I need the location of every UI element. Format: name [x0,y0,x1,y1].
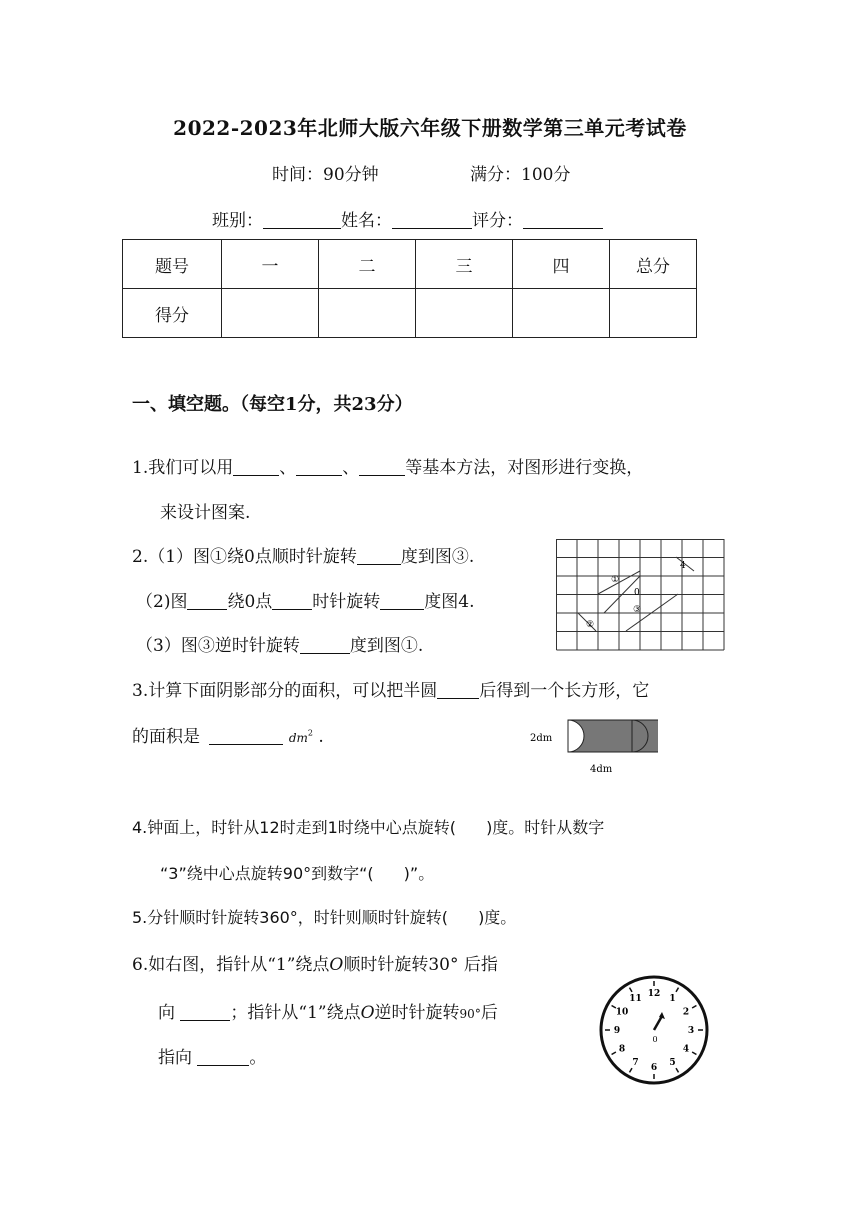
answer-blank[interactable] [437,680,479,699]
q6-text: 向 [158,1003,175,1023]
figure-label-3: ③ [633,605,642,615]
score-table-header-row [123,240,697,289]
unit-dm: dm [288,731,308,745]
question-2-line-3 [136,631,423,656]
q2-text: 度到图③. [400,547,475,567]
score-label: 评分： [472,211,523,231]
answer-blank[interactable] [296,457,342,476]
score-cell[interactable] [222,289,319,338]
q6-text: 逆时针旋转 [374,1003,460,1023]
question-1-line-1 [132,453,643,478]
info-line [212,206,603,231]
score-cell[interactable] [513,289,610,338]
q6-text: 顺时针旋转30° 后指 [343,955,498,975]
answer-blank[interactable] [300,635,350,654]
answer-blank[interactable] [272,591,312,610]
clock-hand [654,1016,662,1030]
answer-blank[interactable] [180,1002,230,1021]
question-4-line-2 [160,861,434,884]
figure-label-2: ② [586,620,595,630]
answer-blank[interactable] [380,591,424,610]
q1-text: 等基本方法，对图形进行变换， [405,458,644,478]
q2-text: （3）图③逆时针旋转 [136,636,300,656]
unit-exponent: 2 [307,728,313,738]
q6-text: 后 [480,1003,498,1023]
q2-text: （2)图 [136,592,188,612]
score-blank[interactable] [523,210,603,229]
answer-blank[interactable] [209,726,283,745]
point-o: O [360,1003,375,1023]
clock-number: 7 [632,1058,639,1069]
clock-number: 2 [682,1007,690,1018]
clock-number: 9 [613,1026,621,1036]
q6-text: 6.如右图，指针从“1”绕点 [132,955,330,975]
section-heading: 一、填空题。（每空1分，共23分） [132,394,413,415]
clock-number: 3 [687,1026,695,1036]
score-cell[interactable] [610,289,697,338]
question-2-line-1 [132,542,474,567]
answer-blank[interactable] [187,591,227,610]
degree-value: 90° [459,1007,481,1021]
score-table-header: 一 [222,240,319,289]
point-o: O [329,955,344,975]
q6-text: ；指针从“1”绕点 [230,1003,361,1023]
clock-number: 1 [669,993,676,1004]
clock-tick [676,988,679,992]
page-title: 2022-2023年北师大版六年级下册数学第三单元考试卷 [173,116,687,140]
rotation-grid-figure [556,539,725,651]
q2-text: 度到图①. [349,636,424,656]
q3-text: 3.计算下面阴影部分的面积，可以把半圆 [132,681,438,701]
figure-label-1: ① [611,575,620,585]
clock-tick [692,1006,696,1009]
q2-text: 绕0点 [227,592,273,612]
class-blank[interactable] [263,210,341,229]
q1-sep: 、 [279,458,297,478]
q3-text: 后得到一个长方形，它 [479,681,650,701]
q4-text: )”。 [403,864,435,883]
score-row-label: 得分 [123,289,222,338]
time-label: 时间：90分钟 [272,165,379,185]
name-blank[interactable] [392,210,472,229]
q2-text: 度图4. [424,592,475,612]
question-3-line-1 [132,676,649,701]
clock-number: 8 [618,1044,626,1055]
full-score-label: 满分：100分 [470,165,571,185]
q4-text: )度。时针从数字 [486,818,605,837]
clock-number: 6 [650,1063,658,1073]
clock-number: 11 [629,993,642,1004]
clock-tick [692,1052,696,1055]
q1-sep: 、 [342,458,360,478]
center-o-label: 0 [634,588,640,598]
clock-tick [630,988,633,992]
class-label: 班别： [212,211,263,231]
clock-tick [612,1052,616,1055]
q5-text: 5.分针顺时针旋转360°，时针则顺时针旋转( [132,908,449,927]
score-table-row [123,289,697,338]
clock-number: 12 [647,989,661,999]
score-table [122,239,697,338]
figure-label-4: 4 [680,561,686,571]
q1-text: 1.我们可以用 [132,458,234,478]
question-6-line-3 [158,1043,266,1068]
clock-number: 10 [615,1007,629,1018]
question-6-line-2 [158,998,498,1023]
score-table-header: 总分 [610,240,697,289]
clock-numbers [614,989,694,1073]
score-cell[interactable] [416,289,513,338]
question-4-line-1 [132,815,604,838]
clock-tick [630,1068,633,1072]
q3-text: 的面积是 [132,727,200,747]
score-cell[interactable] [319,289,416,338]
answer-blank[interactable] [357,546,401,565]
semicircle-figure [528,716,658,778]
score-table-header: 二 [319,240,416,289]
answer-blank[interactable] [197,1047,249,1066]
clock-center-label: 0 [652,1035,658,1044]
q2-text: 2.（1）图①绕0点顺时针旋转 [132,547,357,567]
q5-text: )度。 [478,908,517,927]
question-2-line-2 [136,587,475,612]
q2-text: 时针旋转 [312,592,381,612]
question-5 [132,905,516,928]
q6-text: 。 [249,1048,267,1068]
question-3-line-2 [132,722,324,747]
answer-blank[interactable] [233,457,279,476]
height-label: 2dm [530,733,553,744]
clock-tick [676,1068,679,1072]
width-label: 4dm [590,764,613,775]
clock-number: 4 [682,1044,690,1055]
question-6-line-1 [132,950,498,975]
question-1-line-2: 来设计图案. [160,503,251,523]
answer-blank[interactable] [359,457,405,476]
clock-figure [598,974,710,1086]
score-table-header: 四 [513,240,610,289]
q3-end: . [318,727,324,747]
q4-text: 4.钟面上，时针从12时走到1时绕中心点旋转( [132,818,457,837]
clock-number: 5 [669,1058,676,1069]
score-table-header: 题号 [123,240,222,289]
q4-text: “3”绕中心点旋转90°到数字“( [160,864,374,883]
name-label: 姓名： [341,211,392,231]
q6-text: 指向 [158,1048,192,1068]
score-table-header: 三 [416,240,513,289]
grid-lines [557,539,725,650]
